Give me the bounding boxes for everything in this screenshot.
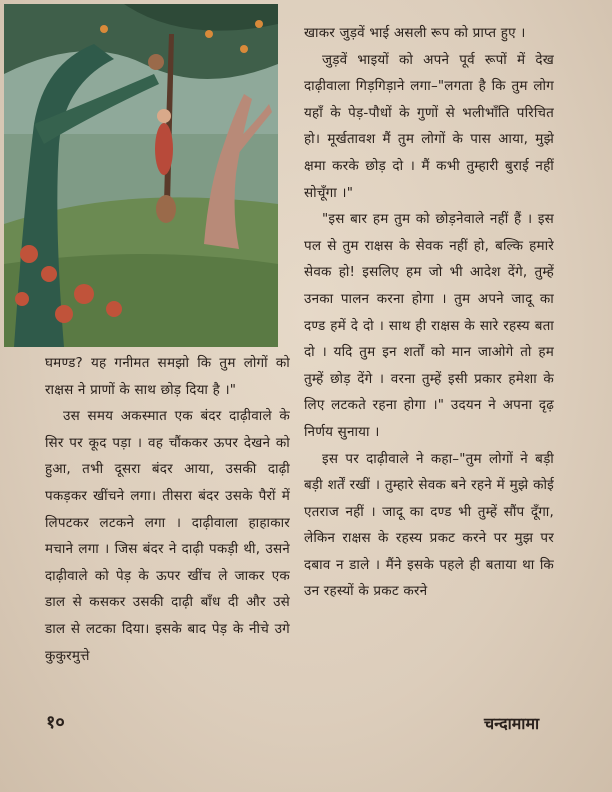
jungle-scene-image xyxy=(4,4,278,347)
magazine-name: चन्दामामा xyxy=(484,714,540,733)
page-number: १० xyxy=(46,712,65,733)
story-illustration xyxy=(4,4,278,347)
paragraph: "इस बार हम तुम को छोड़नेवाले नहीं हैं । इस पल से तुम राक्षस के सेवक नहीं हो, बल्कि हमारे सेवक हो! इसलिए हम जो भी आदेश देंगे, तुम्हें उनका पालन करना होगा । तुम अपने जादू का दण्ड हमें दे दो । साथ ही राक्षस के सारे रहस्य बता दो । यदि तुम इन शर्तों को मान जाओगे तो हम तुम्हें छोड़ देंगे । वरना तुम्हें इसी प्रकार हमेशा के लिए लटकते रहना होगा ।" उदयन ने अपना दृढ़ निर्णय सुनाया । xyxy=(304,211,554,440)
right-text-column xyxy=(304,20,554,605)
paragraph: उस समय अकस्मात एक बंदर दाढ़ीवाले के सिर पर कूद पड़ा । वह चौंककर ऊपर देखने को हुआ, तभी दूसरा बंदर आया, उसकी दाढ़ी पकड़कर खींचने लगा। तीसरा बंदर उसके पैरों में लिपटकर लटकने लगा । दाढ़ीवाला हाहाकार मचाने लगा । जिस बंदर ने दाढ़ी पकड़ी थी, उसने दाढ़ीवाले को पेड़ के ऊपर खींच ले जाकर एक डाल से कसकर उसकी दाढ़ी बाँध दी और उसे डाल से लटका दिया। इसके बाद पेड़ के नीचे उगे कुकुरमुत्ते xyxy=(45,408,290,664)
paragraph: खाकर जुड़वें भाई असली रूप को प्राप्त हुए । xyxy=(304,25,526,41)
paragraph: जुड़वें भाइयों को अपने पूर्व रूपों में देख दाढ़ीवाला गिड़गिड़ाने लगा–"लगता है कि तुम लोग यहाँ के पेड़-पौधों के गुणों से भलीभाँति परिचित हो। मूर्खतावश मैं तुम लोगों के पास आया, मुझे क्षमा करके छोड़ दो । मैं कभी तुम्हारी बुराई नहीं सोचूँगा ।" xyxy=(304,51,554,201)
paragraph: इस पर दाढ़ीवाले ने कहा–"तुम लोगों ने बड़ी बड़ी शर्तें रखीं । तुम्हारे सेवक बने रहने में मुझे कोई एतराज नहीं । जादू का दण्ड भी तुम्हें सौंप दूँगा, लेकिन राक्षस के रहस्य प्रकट करने पर मुझ पर दबाव न डाले । मैंने इसके पहले ही बताया था कि उन रहस्यों के प्रकट करने xyxy=(304,450,554,600)
paragraph: घमण्ड? यह गनीमत समझो कि तुम लोगों को राक्षस ने प्राणों के साथ छोड़ दिया है ।" xyxy=(45,355,290,398)
left-text-column xyxy=(45,350,290,669)
